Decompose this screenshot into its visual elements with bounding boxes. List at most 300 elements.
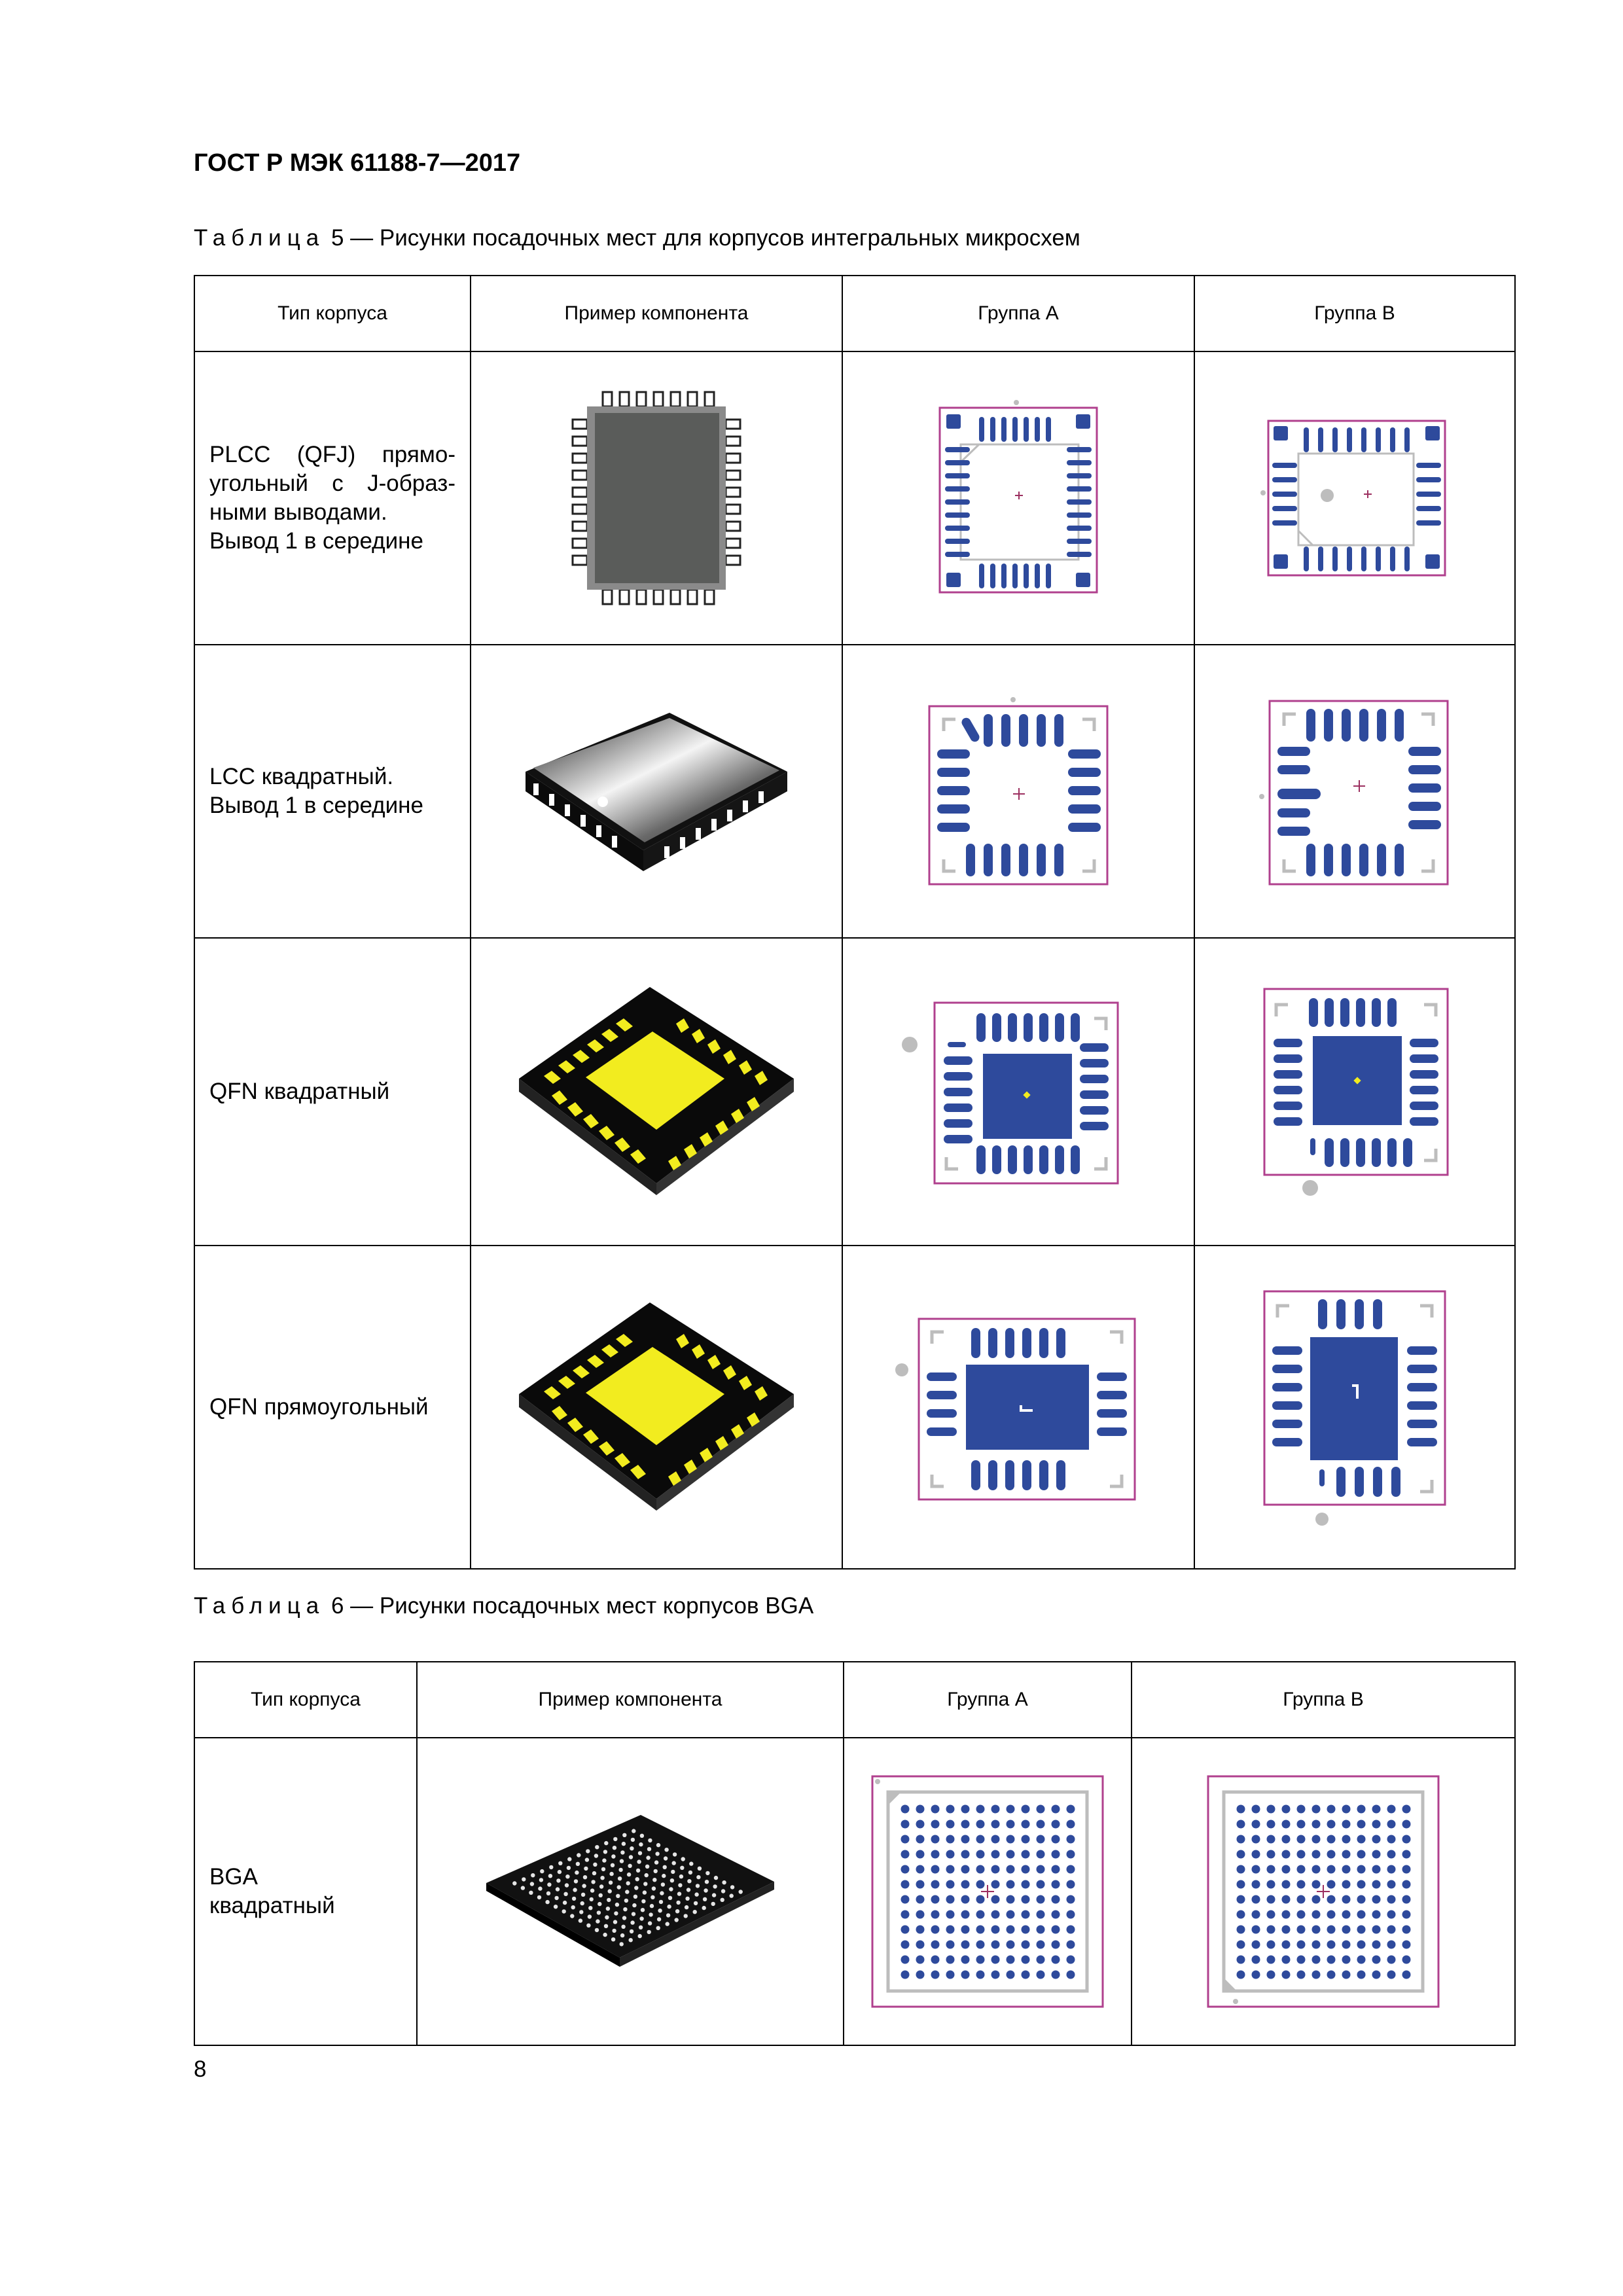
bga-pad	[976, 1865, 985, 1874]
bga-pad	[1282, 1956, 1291, 1964]
bga-pad	[1327, 1941, 1336, 1949]
bga-pad	[1007, 1820, 1015, 1829]
bga-ball	[739, 1890, 743, 1893]
bga-pad	[916, 1941, 925, 1949]
bga-pad	[1037, 1850, 1045, 1859]
bga-ball	[613, 1846, 616, 1850]
bga-ball	[574, 1879, 578, 1883]
table5-caption: Таблица 5 — Рисунки посадочных мест для корпусов интегральных микросхем	[194, 225, 1080, 251]
bga-ball	[670, 1878, 674, 1882]
bga-pad	[1237, 1805, 1245, 1814]
bga-ball	[661, 1882, 665, 1886]
bga-pad	[931, 1971, 940, 1979]
bga-pad	[1327, 1835, 1336, 1844]
bga-pad	[976, 1895, 985, 1904]
bga-ball	[597, 1902, 601, 1906]
bga-pad	[931, 1820, 940, 1829]
table6-header-row	[194, 1662, 1515, 1738]
bga-pad	[1052, 1820, 1060, 1829]
bga-ball	[713, 1884, 717, 1888]
bga-ball	[655, 1852, 659, 1856]
bga-ball	[675, 1909, 679, 1913]
bga-ball	[616, 1894, 620, 1898]
bga-pad	[1357, 1865, 1366, 1874]
bga-pad	[961, 1820, 970, 1829]
bga-pad	[1022, 1971, 1030, 1979]
bga-pad	[901, 1820, 910, 1829]
package-type-cell: LCC квадратный. Вывод 1 в середине	[194, 645, 471, 938]
bga-ball	[558, 1870, 562, 1874]
bga-ball	[562, 1909, 566, 1913]
bga-ball	[668, 1896, 672, 1900]
bga-pad	[1037, 1835, 1045, 1844]
bga-pad	[1037, 1805, 1045, 1814]
component-example-cell	[471, 938, 842, 1246]
bga-pad	[1402, 1941, 1411, 1949]
bga-ball	[694, 1892, 698, 1896]
qfn-square-footprint-a	[901, 994, 1136, 1190]
bga-pad	[1342, 1971, 1351, 1979]
bga-pad	[1252, 1910, 1260, 1919]
bga-ball	[669, 1887, 673, 1891]
bga-pad	[1252, 1880, 1260, 1889]
lcc-footprint-a	[920, 693, 1116, 889]
bga-pad	[1297, 1865, 1306, 1874]
column-header: Группа А	[842, 276, 1194, 351]
component-example-cell	[471, 645, 842, 938]
bga-pad	[1237, 1941, 1245, 1949]
bga-pad	[1402, 1835, 1411, 1844]
bga-pad	[991, 1895, 1000, 1904]
bga-pad	[1052, 1926, 1060, 1934]
bga-ball	[678, 1883, 682, 1887]
bga-ball	[651, 1895, 654, 1899]
bga-ball	[614, 1911, 618, 1915]
bga-pad	[1252, 1895, 1260, 1904]
bga-ball	[698, 1867, 702, 1871]
bga-pad	[1402, 1910, 1411, 1919]
bga-ball	[648, 1839, 652, 1842]
bga-pad	[1037, 1895, 1045, 1904]
bga-pad	[1267, 1926, 1275, 1934]
bga-ball	[563, 1892, 567, 1896]
bga-ball	[611, 1863, 615, 1867]
bga-pad	[1267, 1850, 1275, 1859]
package-type-cell: QFN прямоугольный	[194, 1246, 471, 1569]
bga-ball	[659, 1900, 663, 1904]
table5	[194, 275, 1516, 1570]
bga-pad	[1037, 1971, 1045, 1979]
bga-ball	[663, 1865, 667, 1869]
bga-ball	[588, 1914, 592, 1918]
bga-ball	[628, 1864, 632, 1868]
bga-ball	[590, 1897, 594, 1901]
bga-pad	[1387, 1835, 1396, 1844]
bga-pad	[1052, 1880, 1060, 1889]
bga-pad	[1252, 1835, 1260, 1844]
bga-pad	[961, 1850, 970, 1859]
bga-ball	[549, 1865, 553, 1869]
bga-ball	[632, 1912, 635, 1916]
bga-pad	[931, 1880, 940, 1889]
bga-pad	[1342, 1865, 1351, 1874]
bga-pad	[1372, 1941, 1381, 1949]
bga-pad	[976, 1926, 985, 1934]
plcc-chip-image	[565, 387, 748, 609]
bga-pad	[1357, 1956, 1366, 1964]
bga-pad	[1327, 1926, 1336, 1934]
bga-ball	[677, 1892, 681, 1895]
bga-pad	[1387, 1956, 1396, 1964]
bga-pad	[1037, 1956, 1045, 1964]
bga-ball	[643, 1882, 647, 1886]
bga-ball	[634, 1886, 638, 1890]
bga-pad	[1052, 1850, 1060, 1859]
bga-ball	[512, 1881, 516, 1885]
bga-ball	[609, 1872, 613, 1876]
bga-ball	[639, 1916, 643, 1920]
bga-pad	[1282, 1805, 1291, 1814]
table6-caption: Таблица 6 — Рисунки посадочных мест корпусов BGA	[194, 1593, 814, 1619]
bga-pad	[1022, 1956, 1030, 1964]
plcc-footprint-b	[1257, 413, 1453, 583]
bga-pad	[1282, 1880, 1291, 1889]
bga-pad	[961, 1971, 970, 1979]
component-example-cell	[471, 1246, 842, 1569]
bga-pad	[1267, 1805, 1275, 1814]
column-header: Тип корпуса	[194, 1662, 417, 1738]
bga-ball	[730, 1893, 734, 1897]
bga-pad	[1297, 1895, 1306, 1904]
bga-pad	[916, 1865, 925, 1874]
bga-pad	[1357, 1835, 1366, 1844]
bga-pad	[991, 1910, 1000, 1919]
table5-header-row	[194, 276, 1515, 351]
bga-pad	[1067, 1971, 1075, 1979]
bga-ball	[620, 1942, 624, 1946]
bga-pad	[901, 1835, 910, 1844]
bga-pad	[946, 1895, 955, 1904]
bga-ball	[531, 1873, 535, 1877]
table-row	[194, 1738, 1515, 2045]
bga-pad	[1342, 1835, 1351, 1844]
bga-pad	[1372, 1880, 1381, 1889]
bga-pad	[1297, 1926, 1306, 1934]
bga-ball	[603, 1933, 607, 1937]
bga-pad	[1312, 1971, 1321, 1979]
bga-ball	[554, 1905, 558, 1909]
bga-pad	[1067, 1820, 1075, 1829]
bga-ball	[632, 1829, 635, 1833]
bga-pad	[1402, 1926, 1411, 1934]
bga-ball	[672, 1861, 676, 1865]
bga-pad	[1312, 1880, 1321, 1889]
bga-pad	[1342, 1820, 1351, 1829]
bga-ball	[618, 1868, 622, 1872]
bga-pad	[1252, 1865, 1260, 1874]
bga-ball	[575, 1871, 579, 1874]
package-type-cell: PLCC (QFJ) прямо- угольный с J-образ- ными выводами. Вывод 1 в середине	[194, 351, 471, 645]
bga-pad	[1022, 1805, 1030, 1814]
bga-ball	[666, 1913, 670, 1917]
bga-pad	[1007, 1941, 1015, 1949]
bga-ball	[641, 1899, 645, 1903]
bga-pad	[901, 1895, 910, 1904]
bga-ball	[580, 1901, 584, 1905]
bga-pad	[1297, 1850, 1306, 1859]
bga-pad	[1312, 1820, 1321, 1829]
bga-ball	[593, 1863, 597, 1867]
bga-ball	[654, 1860, 658, 1864]
bga-pad	[1387, 1805, 1396, 1814]
bga-ball	[586, 1924, 590, 1928]
bga-pad	[931, 1865, 940, 1874]
bga-pad	[1282, 1941, 1291, 1949]
bga-pad	[1007, 1956, 1015, 1964]
bga-ball	[604, 1841, 608, 1845]
bga-pad	[901, 1956, 910, 1964]
bga-pad	[916, 1880, 925, 1889]
column-header: Группа В	[1194, 276, 1515, 351]
bga-pad	[1312, 1850, 1321, 1859]
footprint-group-b-cell	[1194, 351, 1515, 645]
bga-ball	[547, 1882, 551, 1886]
page-number: 8	[194, 2056, 207, 2082]
bga-ball	[633, 1895, 637, 1899]
bga-pad	[946, 1880, 955, 1889]
bga-ball	[730, 1885, 734, 1889]
bga-ball	[617, 1885, 621, 1889]
bga-pad	[946, 1850, 955, 1859]
bga-ball	[640, 1834, 644, 1838]
bga-pad	[1267, 1835, 1275, 1844]
bga-pad	[1342, 1910, 1351, 1919]
column-header: Пример компонента	[471, 276, 842, 351]
bga-pad	[1402, 1865, 1411, 1874]
table-row	[194, 1246, 1515, 1569]
bga-pad	[961, 1880, 970, 1889]
bga-pad	[976, 1805, 985, 1814]
bga-pad	[1372, 1850, 1381, 1859]
bga-pad	[946, 1910, 955, 1919]
bga-ball	[522, 1877, 526, 1881]
bga-pad	[1387, 1926, 1396, 1934]
bga-pad	[1387, 1895, 1396, 1904]
bga-pad	[1312, 1910, 1321, 1919]
bga-ball	[688, 1871, 692, 1874]
bga-ball	[612, 1929, 616, 1933]
bga-pad	[946, 1971, 955, 1979]
bga-pad	[916, 1910, 925, 1919]
bga-pad	[1237, 1895, 1245, 1904]
bga-pad	[931, 1895, 940, 1904]
bga-pad	[946, 1865, 955, 1874]
bga-pad	[1067, 1941, 1075, 1949]
bga-pad	[901, 1926, 910, 1934]
bga-pad	[1282, 1926, 1291, 1934]
bga-ball	[611, 1854, 615, 1858]
bga-ball	[604, 1924, 608, 1928]
bga-ball	[647, 1847, 651, 1851]
package-type-cell: QFN квадратный	[194, 938, 471, 1246]
footprint-group-a-cell	[842, 645, 1194, 938]
bga-pad	[1342, 1956, 1351, 1964]
bga-ball	[607, 1898, 611, 1902]
bga-ball	[591, 1880, 595, 1884]
bga-pad	[1342, 1941, 1351, 1949]
bga-ball	[694, 1901, 698, 1905]
qfn-rect-footprint-b	[1257, 1286, 1453, 1528]
bga-ball	[579, 1918, 582, 1922]
bga-pad	[901, 1880, 910, 1889]
footprint-group-a-cell	[842, 938, 1194, 1246]
bga-pad	[931, 1926, 940, 1934]
bga-pad	[1327, 1956, 1336, 1964]
bga-ball	[705, 1871, 709, 1875]
bga-pad	[1282, 1895, 1291, 1904]
component-example-cell	[471, 351, 842, 645]
bga-ball	[693, 1910, 697, 1914]
bga-ball	[570, 1914, 574, 1918]
bga-pad	[1372, 1865, 1381, 1874]
bga-ball	[558, 1861, 562, 1865]
bga-chip-image	[480, 1810, 781, 1973]
bga-footprint-b	[1199, 1767, 1448, 2016]
bga-ball	[581, 1893, 585, 1897]
bga-pad	[1067, 1850, 1075, 1859]
bga-pad	[1037, 1941, 1045, 1949]
bga-pad	[1297, 1956, 1306, 1964]
bga-pad	[961, 1865, 970, 1874]
bga-pad	[1297, 1941, 1306, 1949]
bga-ball	[685, 1905, 688, 1909]
bga-pad	[946, 1956, 955, 1964]
bga-ball	[638, 1851, 642, 1855]
bga-pad	[1387, 1941, 1396, 1949]
bga-ball	[630, 1920, 634, 1924]
bga-pad	[1402, 1880, 1411, 1889]
bga-pad	[1237, 1850, 1245, 1859]
bga-pad	[1387, 1820, 1396, 1829]
bga-ball	[658, 1909, 662, 1912]
bga-pad	[1342, 1926, 1351, 1934]
bga-pad	[1007, 1910, 1015, 1919]
bga-pad	[1357, 1850, 1366, 1859]
bga-pad	[1252, 1971, 1260, 1979]
bga-pad	[1357, 1910, 1366, 1919]
bga-ball	[571, 1905, 575, 1909]
bga-pad	[1267, 1880, 1275, 1889]
bga-ball	[577, 1853, 580, 1857]
bga-pad	[1357, 1941, 1366, 1949]
bga-pad	[976, 1880, 985, 1889]
bga-ball	[652, 1886, 656, 1890]
bga-ball	[643, 1890, 647, 1894]
bga-ball	[567, 1866, 571, 1870]
bga-pad	[1372, 1835, 1381, 1844]
bga-pad	[991, 1835, 1000, 1844]
bga-ball	[639, 1926, 643, 1929]
bga-pad	[916, 1850, 925, 1859]
bga-pad	[1237, 1910, 1245, 1919]
bga-ball	[554, 1896, 558, 1900]
bga-pad	[1237, 1865, 1245, 1874]
bga-pad	[1067, 1910, 1075, 1919]
bga-pad	[1297, 1880, 1306, 1889]
bga-pad	[961, 1941, 970, 1949]
bga-ball	[676, 1901, 680, 1905]
bga-ball	[548, 1874, 552, 1878]
bga-ball	[611, 1937, 615, 1941]
bga-ball	[620, 1850, 624, 1854]
bga-pad	[1252, 1820, 1260, 1829]
bga-pad	[976, 1910, 985, 1919]
bga-ball	[646, 1856, 650, 1859]
bga-ball	[540, 1869, 544, 1873]
document-header: ГОСТ Р МЭК 61188-7—2017	[194, 149, 521, 177]
bga-pad	[946, 1805, 955, 1814]
bga-pad	[1327, 1910, 1336, 1919]
bga-pad	[1327, 1805, 1336, 1814]
bga-pad	[946, 1820, 955, 1829]
bga-pad	[931, 1805, 940, 1814]
bga-ball	[662, 1874, 666, 1878]
bga-pad	[1067, 1865, 1075, 1874]
bga-pad	[1237, 1880, 1245, 1889]
table-row	[194, 938, 1515, 1246]
bga-ball	[613, 1920, 617, 1924]
bga-pad	[916, 1895, 925, 1904]
bga-ball	[666, 1922, 669, 1926]
bga-pad	[1037, 1865, 1045, 1874]
bga-ball	[556, 1878, 560, 1882]
bga-ball	[545, 1900, 549, 1904]
bga-pad	[1037, 1880, 1045, 1889]
bga-ball	[721, 1898, 724, 1902]
bga-ball	[573, 1888, 577, 1892]
bga-ball	[714, 1876, 718, 1880]
bga-pad	[1267, 1910, 1275, 1919]
bga-ball	[599, 1893, 603, 1897]
bga-pad	[1297, 1820, 1306, 1829]
bga-ball	[664, 1848, 668, 1852]
bga-pad	[1267, 1956, 1275, 1964]
bga-ball	[597, 1910, 601, 1914]
bga-pad	[1052, 1835, 1060, 1844]
bga-pad	[1237, 1971, 1245, 1979]
bga-ball	[631, 1838, 635, 1842]
bga-ball	[650, 1904, 654, 1908]
bga-pad	[1237, 1926, 1245, 1934]
bga-ball	[684, 1914, 688, 1918]
bga-ball	[599, 1884, 603, 1888]
bga-pad	[1052, 1971, 1060, 1979]
bga-pad	[1372, 1971, 1381, 1979]
lcc-footprint-b	[1257, 693, 1453, 889]
bga-ball	[696, 1884, 700, 1888]
bga-pad	[1357, 1820, 1366, 1829]
bga-ball	[605, 1915, 609, 1919]
bga-ball	[596, 1919, 599, 1923]
bga-pad	[1342, 1880, 1351, 1889]
bga-pad	[1007, 1805, 1015, 1814]
bga-pad	[1297, 1971, 1306, 1979]
bga-ball	[629, 1855, 633, 1859]
bga-ball	[584, 1867, 588, 1871]
bga-pad	[1282, 1820, 1291, 1829]
bga-ball	[645, 1865, 649, 1869]
bga-ball	[721, 1889, 725, 1893]
